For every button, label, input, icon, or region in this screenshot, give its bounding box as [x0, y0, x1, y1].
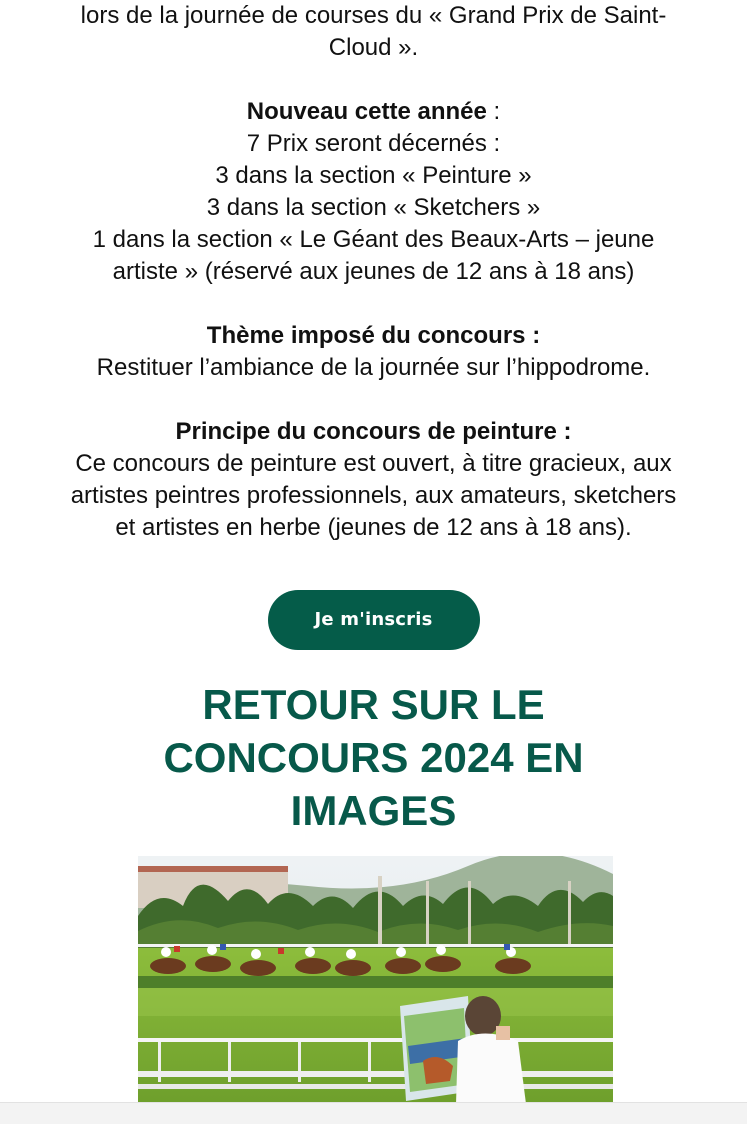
intro-line: lors de la journée de courses du « Grand Prix de Saint- [80, 2, 667, 29]
nouveau-line: 1 dans la section « Le Géant des Beaux-Arts – jeune [92, 226, 655, 253]
nouveau-heading-text: Nouveau cette année [246, 98, 487, 125]
nouveau-line: 3 dans la section « Peinture » [215, 162, 532, 189]
theme-heading: Thème imposé du concours : [206, 322, 541, 349]
theme-text: Restituer l’ambiance de la journée sur l’hippodrome. [96, 354, 651, 381]
nouveau-line: 7 Prix seront décernés : [246, 130, 501, 157]
theme-section [0, 320, 747, 384]
principe-section [0, 416, 747, 544]
retour-title [0, 678, 747, 837]
retour-title-line: CONCOURS 2024 EN [163, 734, 584, 781]
retour-title-line: RETOUR SUR LE [202, 681, 545, 728]
principe-line: Ce concours de peinture est ouvert, à titre gracieux, aux [75, 450, 672, 477]
nouveau-section [0, 96, 747, 288]
intro-text [0, 0, 747, 64]
nouveau-heading-suffix: : [486, 98, 501, 125]
retour-title-line: IMAGES [290, 787, 457, 834]
nouveau-heading [0, 96, 747, 128]
register-button[interactable]: Je m'inscris [268, 590, 480, 650]
principe-line: et artistes en herbe (jeunes de 12 ans à 18 ans). [115, 514, 632, 541]
bottom-toolbar [0, 1102, 747, 1124]
principe-line: artistes peintres professionnels, aux amateurs, sketchers [70, 482, 677, 509]
cta-container [0, 590, 747, 650]
intro-line: Cloud ». [328, 34, 419, 61]
email-body [0, 0, 747, 544]
principe-heading: Principe du concours de peinture : [175, 418, 572, 445]
nouveau-line: artiste » (réservé aux jeunes de 12 ans à 18 ans) [112, 258, 635, 285]
nouveau-line: 3 dans la section « Sketchers » [206, 194, 541, 221]
horse-race-painting-photo[interactable] [138, 856, 613, 1104]
